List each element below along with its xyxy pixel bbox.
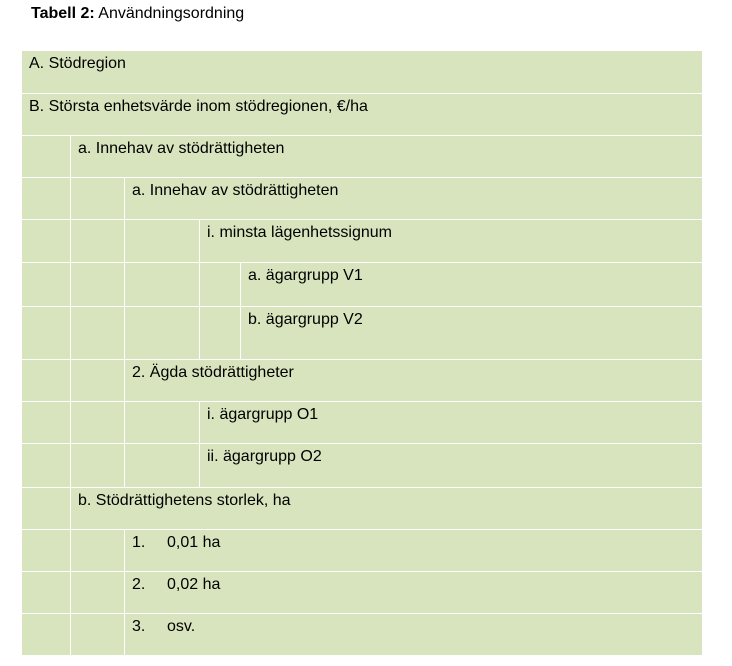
row-text: i. minsta lägenhetssignum — [207, 224, 392, 241]
row-text: ii. ägargrupp O2 — [207, 448, 322, 465]
indent-cell — [22, 401, 70, 443]
table-row — [199, 401, 702, 443]
indent-cell — [22, 487, 70, 529]
table-row — [124, 177, 702, 219]
row-label — [200, 447, 322, 467]
indent-cell — [199, 306, 240, 359]
row-text: a. Innehav av stödrättigheten — [132, 182, 339, 199]
table-row — [124, 613, 702, 655]
row-label — [125, 181, 338, 201]
indent-cell — [22, 613, 70, 655]
indent-cell — [70, 306, 124, 359]
table-row — [22, 93, 702, 135]
table-row — [124, 571, 702, 613]
row-text: a. ägargrupp V1 — [248, 267, 363, 284]
indent-cell — [22, 135, 70, 177]
row-text: i. ägargrupp O1 — [207, 406, 319, 423]
row-label — [71, 491, 291, 511]
row-label — [241, 266, 363, 286]
row-label — [125, 533, 220, 553]
indent-cell — [70, 613, 124, 655]
indent-cell — [70, 443, 124, 487]
row-text: 0,01 ha — [167, 534, 221, 551]
table-row — [240, 262, 702, 306]
row-label — [241, 310, 363, 330]
indent-cell — [22, 529, 70, 571]
indent-cell — [124, 401, 199, 443]
table-row — [240, 306, 702, 359]
indent-cell — [22, 443, 70, 487]
table-row — [22, 51, 702, 93]
row-label — [125, 617, 195, 637]
indent-cell — [22, 306, 70, 359]
indent-cell — [70, 177, 124, 219]
indent-cell — [70, 529, 124, 571]
row-label — [22, 54, 126, 74]
indent-cell — [124, 219, 199, 262]
usage-order-table — [22, 51, 702, 655]
row-label — [22, 97, 368, 117]
row-text: 0,02 ha — [167, 576, 221, 593]
caption-title: Användningsordning — [98, 5, 245, 22]
row-text: b. Stödrättighetens storlek, ha — [78, 492, 291, 509]
row-label — [125, 575, 220, 595]
indent-cell — [124, 443, 199, 487]
row-number: 1. — [132, 534, 146, 551]
row-label — [200, 223, 392, 243]
indent-cell — [70, 571, 124, 613]
caption-prefix: Tabell 2: — [31, 5, 95, 22]
indent-cell — [199, 262, 240, 306]
table-row — [124, 359, 702, 401]
table-row — [70, 487, 702, 529]
row-label — [125, 363, 294, 383]
indent-cell — [22, 571, 70, 613]
table-row — [124, 529, 702, 571]
row-text: A. Stödregion — [29, 55, 126, 72]
row-text: osv. — [167, 618, 196, 635]
row-label — [200, 405, 318, 425]
row-text: a. Innehav av stödrättigheten — [78, 140, 285, 157]
indent-cell — [124, 262, 199, 306]
row-text: b. ägargrupp V2 — [248, 311, 363, 328]
row-label — [71, 139, 284, 159]
indent-cell — [22, 177, 70, 219]
row-number: 2. — [132, 576, 146, 593]
indent-cell — [22, 359, 70, 401]
indent-cell — [70, 401, 124, 443]
table-row — [199, 219, 702, 262]
indent-cell — [22, 219, 70, 262]
table-caption — [31, 5, 244, 23]
indent-cell — [70, 262, 124, 306]
row-number: 3. — [132, 618, 146, 635]
indent-cell — [22, 262, 70, 306]
indent-cell — [70, 219, 124, 262]
indent-cell — [124, 306, 199, 359]
row-text: 2. Ägda stödrättigheter — [132, 364, 294, 381]
table-row — [70, 135, 702, 177]
row-text: B. Största enhetsvärde inom stödregionen, €/ha — [29, 98, 368, 115]
table-row — [199, 443, 702, 487]
indent-cell — [70, 359, 124, 401]
